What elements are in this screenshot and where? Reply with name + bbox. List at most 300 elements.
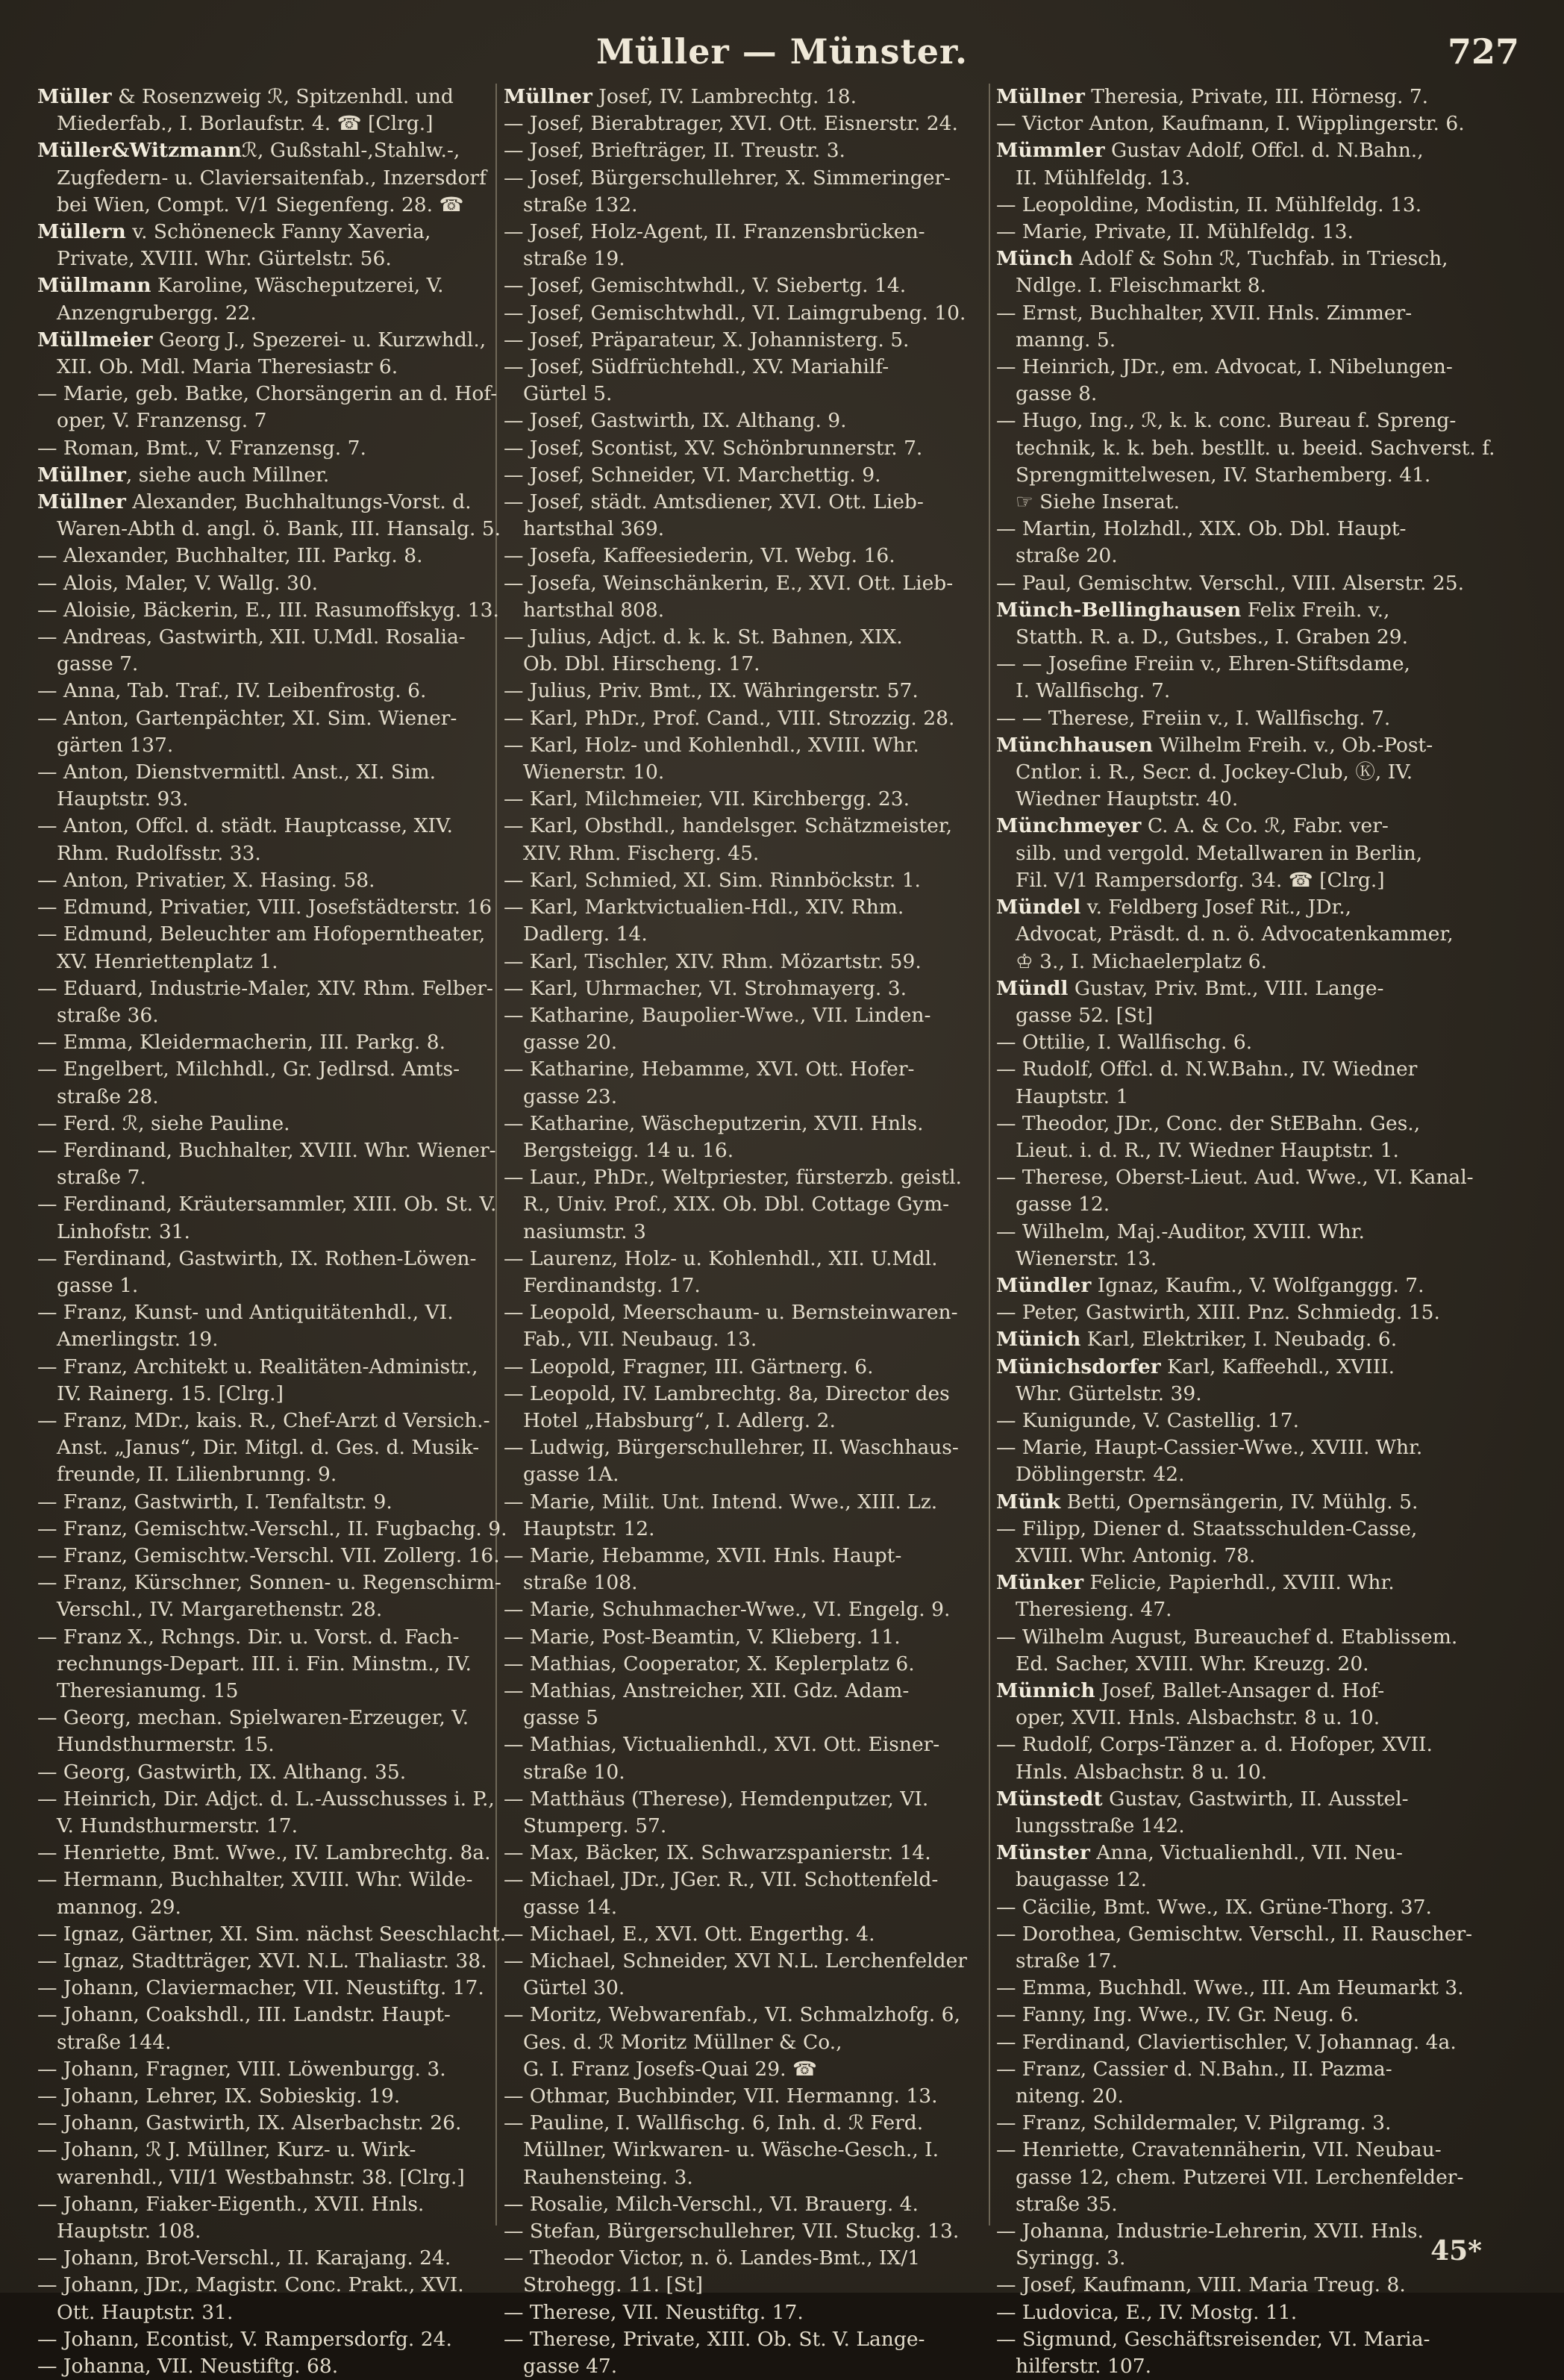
- entry-text: — Mathias, Cooperator, X. Keplerplatz 6.: [504, 1652, 915, 1675]
- entry-continuation-line: [504, 759, 981, 786]
- entry-text: — Josef, Schneider, VI. Marchettig. 9.: [504, 463, 881, 487]
- entry-continuation-line: [504, 2353, 981, 2380]
- entry-text: gasse 47.: [523, 2355, 618, 2379]
- entry-text: ℛ, Gußstahl-,Stahlw.-,: [241, 139, 460, 163]
- entry-line: [504, 1299, 981, 1326]
- entry-text: — Johann, Brot-Verschl., II. Karajang. 24.: [37, 2246, 451, 2270]
- entry-line: [37, 1489, 489, 1516]
- entry-text: — Mathias, Victualienhdl., XVI. Ott. Eisner-: [504, 1733, 940, 1757]
- entry-text: — Josef, Gemischtwhdl., VI. Laimgrubeng. 10.: [504, 301, 966, 325]
- surname: Münster: [996, 1841, 1090, 1865]
- entry-line: [37, 975, 493, 1002]
- entry-continuation-line: [504, 1191, 981, 1218]
- entry-text: — Anton, Dienstvermittl. Anst., XI. Sim.: [37, 760, 436, 784]
- entry-text: Ott. Hauptstr. 31.: [57, 2300, 234, 2324]
- surname: Müller: [37, 85, 112, 108]
- entry-continuation-line: [996, 624, 1481, 651]
- entry-continuation-line: [996, 165, 1481, 192]
- surname: Münker: [996, 1571, 1084, 1595]
- entry-line: [504, 1731, 981, 1758]
- entry-text: — Ludovica, E., IV. Mostg. 11.: [996, 2300, 1298, 2324]
- entry-heading-line: [37, 489, 489, 516]
- entry-continuation-line: [996, 759, 1481, 786]
- entry-continuation-line: [37, 2029, 489, 2056]
- entry-text: — Josef, Gastwirth, IX. Althang. 9.: [504, 409, 847, 433]
- entry-line: [37, 1299, 489, 1326]
- entry-line: [504, 1840, 981, 1867]
- entry-text: gasse 23.: [523, 1084, 618, 1108]
- entry-continuation-line: [504, 1759, 981, 1786]
- entry-continuation-line: [996, 2191, 1481, 2218]
- entry-text: — Josef, Holz-Agent, II. Franzensbrücken-: [504, 220, 925, 244]
- entry-text: — Roman, Bmt., V. Franzensg. 7.: [37, 436, 366, 460]
- entry-continuation-line: [504, 1326, 981, 1353]
- entry-text: Hnls. Alsbachstr. 8 u. 10.: [1016, 1760, 1268, 1784]
- entry-continuation-line: [996, 543, 1481, 569]
- entry-text: R., Univ. Prof., XIX. Ob. Dbl. Cottage Gym-: [523, 1193, 950, 1216]
- entry-text: Rhm. Rudolfsstr. 33.: [57, 841, 261, 865]
- entry-text: — Therese, Private, XIII. Ob. St. V. Lange-: [504, 2327, 925, 2351]
- entry-line: [37, 2353, 489, 2380]
- entry-continuation-line: [37, 165, 489, 192]
- entry-text: gasse 12.: [1016, 1193, 1110, 1216]
- entry-line: [996, 2326, 1481, 2353]
- entry-text: mannog. 29.: [57, 1895, 181, 1919]
- entry-text: — Johann, Fiaker-Eigenth., XVII. Hnls.: [37, 2192, 425, 2216]
- entry-line: [504, 2218, 981, 2245]
- entry-continuation-line: [504, 1219, 981, 1246]
- entry-continuation-line: [37, 1272, 489, 1299]
- entry-continuation-line: [504, 2164, 981, 2191]
- entry-line: [996, 1894, 1481, 1921]
- entry-continuation-line: [37, 840, 489, 867]
- entry-text: — Georg, mechan. Spielwaren-Erzeuger, V.: [37, 1706, 469, 1730]
- entry-text: Statth. R. a. D., Gutsbes., I. Graben 29.: [1016, 625, 1409, 649]
- entry-text: — Josefa, Weinschänkerin, E., XVI. Ott. Lieb-: [504, 571, 954, 595]
- entry-continuation-line: [37, 1326, 489, 1353]
- entry-text: XVIII. Whr. Antonig. 78.: [1016, 1543, 1256, 1567]
- entry-continuation-line: [504, 381, 981, 407]
- entry-text: — Sigmund, Geschäftsreisender, VI. Maria-: [996, 2327, 1430, 2351]
- entry-text: straße 28.: [57, 1084, 159, 1108]
- entry-line: [37, 1624, 489, 1651]
- entry-text: — Josef, Bürgerschullehrer, X. Simmeringer-: [504, 166, 951, 190]
- entry-text: straße 144.: [57, 2030, 172, 2054]
- entry-line: [996, 570, 1481, 597]
- entry-text: — Karl, Marktvictualien-Hdl., XIV. Rhm.: [504, 896, 904, 919]
- entry-line: [996, 2029, 1481, 2056]
- entry-line: [996, 354, 1481, 381]
- entry-line: [37, 1354, 489, 1381]
- page-number: 727: [1447, 31, 1519, 72]
- entry-text: hartsthal 369.: [523, 517, 665, 541]
- entry-continuation-line: [37, 651, 489, 678]
- entry-line: [37, 1570, 501, 1596]
- entry-text: Zugfedern- u. Claviersaitenfab., Inzersdorf: [57, 166, 487, 190]
- entry-line: [37, 2137, 489, 2164]
- entry-text: Gustav Adolf, Offcl. d. N.Bahn.,: [1104, 139, 1424, 163]
- entry-text: & Rosenzweig ℛ, Spitzenhdl. und: [111, 85, 454, 108]
- entry-text: Linhofstr. 31.: [57, 1219, 190, 1243]
- directory-column-1: [37, 84, 507, 2379]
- entry-line: [504, 1111, 981, 1137]
- entry-text: I. Wallfischg. 7.: [1016, 679, 1171, 703]
- entry-heading-line: [996, 1678, 1481, 1705]
- entry-text: Karoline, Wäscheputzerei, V.: [151, 274, 444, 298]
- entry-continuation-line: [996, 678, 1481, 705]
- entry-text: gasse 14.: [523, 1895, 618, 1919]
- entry-continuation-line: [37, 1084, 489, 1111]
- entry-text: — Josef, Scontist, XV. Schönbrunnerstr. 7.: [504, 436, 923, 460]
- entry-line: [37, 2056, 489, 2083]
- entry-text: , siehe auch Millner.: [125, 463, 330, 487]
- entry-continuation-line: [996, 1813, 1481, 1840]
- entry-text: Cntlor. i. R., Secr. d. Jockey-Club, Ⓚ, IV.: [1016, 760, 1413, 784]
- entry-continuation-line: [504, 246, 981, 272]
- entry-line: [996, 705, 1481, 732]
- entry-text: — Katharine, Hebamme, XVI. Ott. Hofer-: [504, 1058, 915, 1081]
- entry-line: [37, 597, 499, 624]
- entry-text: — Karl, Uhrmacher, VI. Strohmayerg. 3.: [504, 976, 907, 1000]
- entry-line: [996, 110, 1481, 137]
- entry-line: [504, 2083, 981, 2110]
- entry-continuation-line: [504, 1084, 981, 1111]
- entry-text: — Emma, Kleidermacherin, III. Parkg. 8.: [37, 1031, 446, 1055]
- entry-line: [504, 570, 981, 597]
- entry-text: XIV. Rhm. Fischerg. 45.: [523, 841, 760, 865]
- entry-text: Stumperg. 57.: [523, 1814, 667, 1837]
- entry-text: — Anton, Offcl. d. städt. Hauptcasse, XIV.: [37, 814, 453, 838]
- entry-text: — Johann, Fragner, VIII. Löwenburgg. 3.: [37, 2057, 446, 2081]
- entry-text: v. Schönen⁠eck Fanny Xaveria,: [125, 220, 431, 244]
- entry-line: [504, 1002, 981, 1029]
- surname: Münchmeyer: [996, 814, 1142, 838]
- entry-text: Syringg. 3.: [1016, 2246, 1126, 2270]
- entry-line: [504, 1543, 981, 1570]
- entry-line: [504, 1354, 981, 1381]
- entry-text: hartsthal 808.: [523, 598, 665, 622]
- entry-text: — Josef, Gemischtwhdl., V. Siebertg. 14.: [504, 274, 907, 298]
- entry-line: [37, 570, 489, 597]
- entry-text: bei Wien, Compt. V/1 Siegenfeng. 28. ☎: [57, 193, 464, 216]
- entry-text: baugasse 12.: [1016, 1868, 1148, 1892]
- entry-text: — Marie, Haupt-Cassier-Wwe., XVIII. Whr.: [996, 1436, 1423, 1460]
- entry-continuation-line: [996, 1596, 1481, 1623]
- entry-text: — Franz, Kunst- und Antiquitätenhdl., VI.: [37, 1301, 454, 1325]
- entry-text: — Mathias, Anstreicher, XII. Gdz. Adam-: [504, 1678, 910, 1702]
- entry-text: — Ottilie, I. Wallfischg. 6.: [996, 1031, 1253, 1055]
- entry-line: [37, 921, 489, 948]
- entry-line: [37, 1705, 489, 1731]
- entry-text: — Paul, Gemischtw. Verschl., VIII. Alserstr. 25.: [996, 571, 1465, 595]
- surname: Müllner: [37, 463, 126, 487]
- entry-line: [37, 1867, 489, 1893]
- entry-line: [504, 110, 981, 137]
- entry-continuation-line: [996, 2083, 1481, 2110]
- entry-continuation-line: [996, 2353, 1481, 2380]
- entry-line: [504, 435, 981, 462]
- entry-text: — Pauline, I. Wallfischg. 6, Inh. d. ℛ Ferd.: [504, 2111, 924, 2135]
- entry-line: [504, 2326, 981, 2353]
- surname: Müller&Witzmann: [37, 139, 242, 163]
- entry-text: — Marie, Schuhmacher-Wwe., VI. Engelg. 9.: [504, 1598, 951, 1622]
- entry-line: [996, 2218, 1481, 2245]
- entry-text: Wienerstr. 10.: [523, 760, 665, 784]
- entry-continuation-line: [37, 1651, 489, 1678]
- entry-text: — Karl, Milchmeier, VII. Kirchbergg. 23.: [504, 787, 910, 811]
- entry-line: [37, 1948, 489, 1975]
- entry-continuation-line: [504, 1408, 981, 1434]
- entry-text: Betti, Opernsängerin, IV. Mühlg. 5.: [1060, 1490, 1418, 1514]
- entry-line: [37, 1056, 489, 1083]
- entry-text: — Moritz, Webwarenfab., VI. Schmalzhofg. 6,: [504, 2003, 960, 2027]
- entry-line: [504, 2002, 981, 2028]
- entry-line: [37, 1516, 507, 1543]
- entry-text: Anzengrubergg. 22.: [57, 301, 257, 325]
- entry-line: [504, 705, 981, 732]
- entry-text: — Josef, Kaufmann, VIII. Maria Treug. 8.: [996, 2273, 1406, 2297]
- entry-line: [996, 1111, 1481, 1137]
- entry-line: [37, 624, 489, 651]
- entry-text: — Johann, Econtist, V. Rampersdorfg. 24.: [37, 2327, 452, 2351]
- entry-line: [504, 407, 981, 434]
- entry-continuation-line: [37, 1894, 489, 1921]
- entry-line: [996, 1731, 1481, 1758]
- entry-line: [504, 894, 981, 921]
- entry-heading-line: [996, 1840, 1481, 1867]
- entry-heading-line: [37, 84, 489, 110]
- entry-text: — Engelbert, Milchhdl., Gr. Jedlrsd. Amts-: [37, 1058, 460, 1081]
- entry-text: Felicie, Papierhdl., XVIII. Whr.: [1083, 1571, 1395, 1595]
- entry-text: Miederfab., I. Borlaufstr. 4. ☎ [Clrg.]: [57, 112, 434, 136]
- entry-text: Alexander, Buchhaltungs-Vorst. d.: [125, 490, 472, 514]
- entry-text: — Hugo, Ing., ℛ, k. k. conc. Bureau f. Spreng-: [996, 409, 1457, 433]
- entry-continuation-line: [996, 1543, 1481, 1570]
- entry-text: — Franz, Kürschner, Sonnen- u. Regenschirm-: [37, 1571, 501, 1595]
- entry-continuation-line: [504, 840, 981, 867]
- entry-line: [504, 949, 981, 975]
- entry-text: Verschl., IV. Margarethenstr. 28.: [57, 1598, 383, 1622]
- entry-line: [37, 867, 489, 894]
- entry-text: — Laur., PhDr., Weltpriester, fürsterzb. geistl.: [504, 1166, 962, 1190]
- entry-text: gärten 137.: [57, 733, 174, 757]
- entry-line: [37, 759, 489, 786]
- entry-continuation-line: [504, 1894, 981, 1921]
- entry-text: — Josef, Briefträger, II. Treustr. 3.: [504, 139, 845, 163]
- entry-line: [996, 2272, 1481, 2299]
- entry-text: gasse 1A.: [523, 1463, 619, 1487]
- entry-continuation-line: [996, 921, 1481, 948]
- entry-text: — Johanna, VII. Neustiftg. 68.: [37, 2355, 339, 2379]
- entry-text: Georg J., Spezerei- u. Kurzwhdl.,: [152, 328, 487, 352]
- entry-continuation-line: [996, 2245, 1481, 2272]
- entry-heading-line: [996, 1272, 1481, 1299]
- entry-text: Hundsthurmerstr. 15.: [57, 1733, 275, 1757]
- entry-text: Private, XVIII. Whr. Gürtelstr. 56.: [57, 247, 392, 271]
- entry-text: Josef, Ballet-Ansager d. Hof-: [1095, 1678, 1385, 1702]
- entry-continuation-line: [504, 1705, 981, 1731]
- entry-text: — Johann, ℛ J. Müllner, Kurz- u. Wirk-: [37, 2138, 416, 2162]
- entry-text: — Ignaz, Gärtner, XI. Sim. nächst Seeschlacht.: [37, 1922, 507, 1946]
- entry-line: [37, 2191, 489, 2218]
- entry-heading-line: [996, 1489, 1481, 1516]
- entry-continuation-line: [996, 867, 1481, 894]
- entry-continuation-line: [996, 1191, 1481, 1218]
- entry-text: gasse 1.: [57, 1273, 139, 1297]
- entry-line: [37, 1137, 496, 1164]
- entry-line: [996, 1408, 1481, 1434]
- entry-text: — Marie, geb. Batke, Chorsängerin an d. Hof-: [37, 382, 498, 406]
- entry-continuation-line: [996, 1461, 1481, 1488]
- entry-heading-line: [37, 327, 489, 354]
- entry-line: [37, 813, 489, 840]
- entry-text: — Michael, Schneider, XVI N.L. Lerchenfelder: [504, 1949, 967, 1973]
- entry-continuation-line: [996, 1948, 1481, 1975]
- entry-text: — Rudolf, Corps-Tänzer a. d. Hofoper, XVII.: [996, 1733, 1433, 1757]
- entry-line: [504, 678, 981, 705]
- surname: Müllner: [504, 85, 592, 108]
- entry-line: [996, 219, 1481, 246]
- entry-text: Hotel „Habsburg“, I. Adlerg. 2.: [523, 1408, 836, 1432]
- entry-text: — Johann, Gastwirth, IX. Alserbachstr. 26.: [37, 2111, 462, 2135]
- surname: Münnich: [996, 1678, 1095, 1702]
- entry-text: — Franz, Schildermaler, V. Pilgramg. 3.: [996, 2111, 1392, 2135]
- entry-text: straße 132.: [523, 193, 638, 216]
- entry-text: — Peter, Gastwirth, XIII. Pnz. Schmiedg. 15.: [996, 1301, 1440, 1325]
- entry-line: [504, 1434, 981, 1461]
- entry-line: [504, 867, 981, 894]
- entry-line: [504, 1948, 981, 1975]
- entry-heading-line: [996, 597, 1481, 624]
- entry-text: — Eduard, Industrie-Maler, XIV. Rhm. Felber-: [37, 976, 493, 1000]
- entry-text: silb. und vergold. Metallwaren in Berlin,: [1016, 841, 1423, 865]
- entry-text: — Franz, Gemischtw.-Verschl., II. Fugbachg. 9.: [37, 1517, 507, 1540]
- entry-text: gasse 5: [523, 1706, 598, 1730]
- entry-text: Felix Freih. v.,: [1241, 598, 1390, 622]
- entry-continuation-line: [504, 516, 981, 543]
- surname: Münchhausen: [996, 733, 1154, 757]
- entry-line: [37, 2326, 489, 2353]
- entry-text: Theresia, Private, III. Hörnesg. 7.: [1084, 85, 1429, 108]
- entry-line: [996, 1921, 1481, 1948]
- entry-line: [37, 1840, 489, 1867]
- page-title: Müller — Münster.: [595, 31, 969, 72]
- entry-text: Müllner, Wirkwaren- u. Wäsche-Gesch., I.: [523, 2138, 939, 2162]
- entry-text: — Ferdinand, Buchhalter, XVIII. Whr. Wiener-: [37, 1138, 496, 1162]
- entry-continuation-line: [996, 1246, 1481, 1272]
- surname: Mümmler: [996, 139, 1105, 163]
- entry-text: — Edmund, Beleuchter am Hofoperntheater,: [37, 922, 486, 946]
- entry-text: — Marie, Post-Beamtin, V. Klieberg. 11.: [504, 1625, 901, 1649]
- entry-heading-line: [996, 137, 1481, 164]
- entry-line: [504, 1678, 981, 1705]
- entry-text: — Kunigunde, V. Castellig. 17.: [996, 1408, 1300, 1432]
- entry-text: straße 10.: [523, 1760, 625, 1784]
- entry-text: straße 35.: [1016, 2192, 1118, 2216]
- entry-text: Theresianumg. 15: [57, 1678, 239, 1702]
- entry-continuation-line: [996, 1084, 1481, 1111]
- entry-line: [504, 543, 981, 569]
- entry-text: — Anna, Tab. Traf., IV. Leibenfrostg. 6.: [37, 679, 427, 703]
- entry-text: Fil. V/1 Rampersdorfg. 34. ☎ [Clrg.]: [1016, 868, 1385, 892]
- entry-text: Dadlerg. 14.: [523, 922, 648, 946]
- entry-text: v. Feldberg Josef Rit., JDr.,: [1080, 896, 1352, 919]
- entry-text: gasse 52. [St]: [1016, 1003, 1154, 1027]
- entry-continuation-line: [996, 327, 1481, 354]
- entry-heading-line: [996, 894, 1481, 921]
- entry-text: Karl, Elektriker, I. Neubadg. 6.: [1080, 1328, 1398, 1352]
- entry-continuation-line: [504, 1029, 981, 1056]
- entry-heading-line: [504, 84, 981, 110]
- entry-continuation-line: [37, 786, 489, 813]
- entry-heading-line: [37, 272, 489, 299]
- entry-continuation-line: [37, 192, 489, 219]
- entry-text: G. I. Franz Josefs-Quai 29. ☎: [523, 2057, 817, 2081]
- entry-continuation-line: [996, 489, 1481, 516]
- entry-text: — Therese, Oberst-Lieut. Aud. Wwe., VI. Kanal-: [996, 1166, 1474, 1190]
- entry-text: — Franz, Architekt u. Realitäten-Administr.,: [37, 1355, 478, 1378]
- entry-text: — Filipp, Diener d. Staatsschulden-Casse,: [996, 1517, 1418, 1540]
- entry-text: — Hermann, Buchhalter, XVIII. Whr. Wilde-: [37, 1868, 473, 1892]
- entry-continuation-line: [996, 462, 1481, 489]
- entry-line: [996, 1056, 1481, 1083]
- entry-continuation-line: [996, 2164, 1481, 2191]
- entry-line: [504, 462, 981, 489]
- entry-continuation-line: [504, 597, 981, 624]
- entry-text: XV. Henriettenplatz 1.: [57, 949, 278, 973]
- entry-text: — Cäcilie, Bmt. Wwe., IX. Grüne-Thorg. 37.: [996, 1895, 1432, 1919]
- entry-line: [504, 1246, 981, 1272]
- entry-line: [996, 1434, 1481, 1461]
- entry-line: [996, 1624, 1481, 1651]
- surname: Münch-Bellinghausen: [996, 598, 1242, 622]
- entry-line: [504, 1651, 981, 1678]
- entry-line: [37, 1029, 489, 1056]
- entry-text: Hauptstr. 1: [1016, 1084, 1129, 1108]
- entry-text: — Ludwig, Bürgerschullehrer, II. Waschhaus-: [504, 1436, 959, 1460]
- entry-line: [504, 272, 981, 299]
- entry-line: [37, 1408, 489, 1434]
- entry-line: [37, 2083, 489, 2110]
- entry-line: [504, 1489, 981, 1516]
- entry-text: — Ferdinand, Kräutersammler, XIII. Ob. St. V.: [37, 1193, 497, 1216]
- entry-text: — Rosalie, Milch-Verschl., VI. Brauerg. 4.: [504, 2192, 919, 2216]
- entry-line: [504, 137, 981, 164]
- entry-text: — Franz, Cassier d. N.Bahn., II. Pazma-: [996, 2057, 1392, 2081]
- entry-text: — Heinrich, JDr., em. Advocat, I. Nibelungen-: [996, 355, 1453, 379]
- entry-text: — Josef, städt. Amtsdiener, XVI. Ott. Lieb-: [504, 490, 924, 514]
- entry-text: — Franz X., Rchngs. Dir. u. Vorst. d. Fach-: [37, 1625, 460, 1649]
- entry-text: Döblingerstr. 42.: [1016, 1463, 1185, 1487]
- entry-continuation-line: [504, 1516, 981, 1543]
- entry-continuation-line: [37, 110, 489, 137]
- entry-text: Whr. Gürtelstr. 39.: [1016, 1381, 1202, 1405]
- entry-continuation-line: [37, 2218, 489, 2245]
- entry-text: — Josefa, Kaffeesiederin, VI. Webg. 16.: [504, 544, 895, 568]
- entry-text: — Michael, JDr., JGer. R., VII. Schottenfeld-: [504, 1868, 939, 1892]
- entry-text: — Leopold, Meerschaum- u. Bernsteinwaren-: [504, 1301, 958, 1325]
- entry-text: gasse 12, chem. Putzerei VII. Lerchenfelder-: [1016, 2165, 1464, 2189]
- entry-continuation-line: [504, 2056, 981, 2083]
- entry-text: — Karl, Obsthdl., handelsger. Schätzmeister,: [504, 814, 952, 838]
- entry-line: [37, 435, 489, 462]
- entry-text: — Edmund, Privatier, VIII. Josefstädterstr. 16: [37, 896, 492, 919]
- entry-text: ☞ Siehe Inserat.: [1016, 490, 1180, 514]
- entry-continuation-line: [504, 1137, 981, 1164]
- entry-line: [996, 2110, 1481, 2137]
- entry-text: straße 17.: [1016, 1949, 1118, 1973]
- entry-text: — Anton, Gartenpächter, XI. Sim. Wiener-: [37, 706, 457, 730]
